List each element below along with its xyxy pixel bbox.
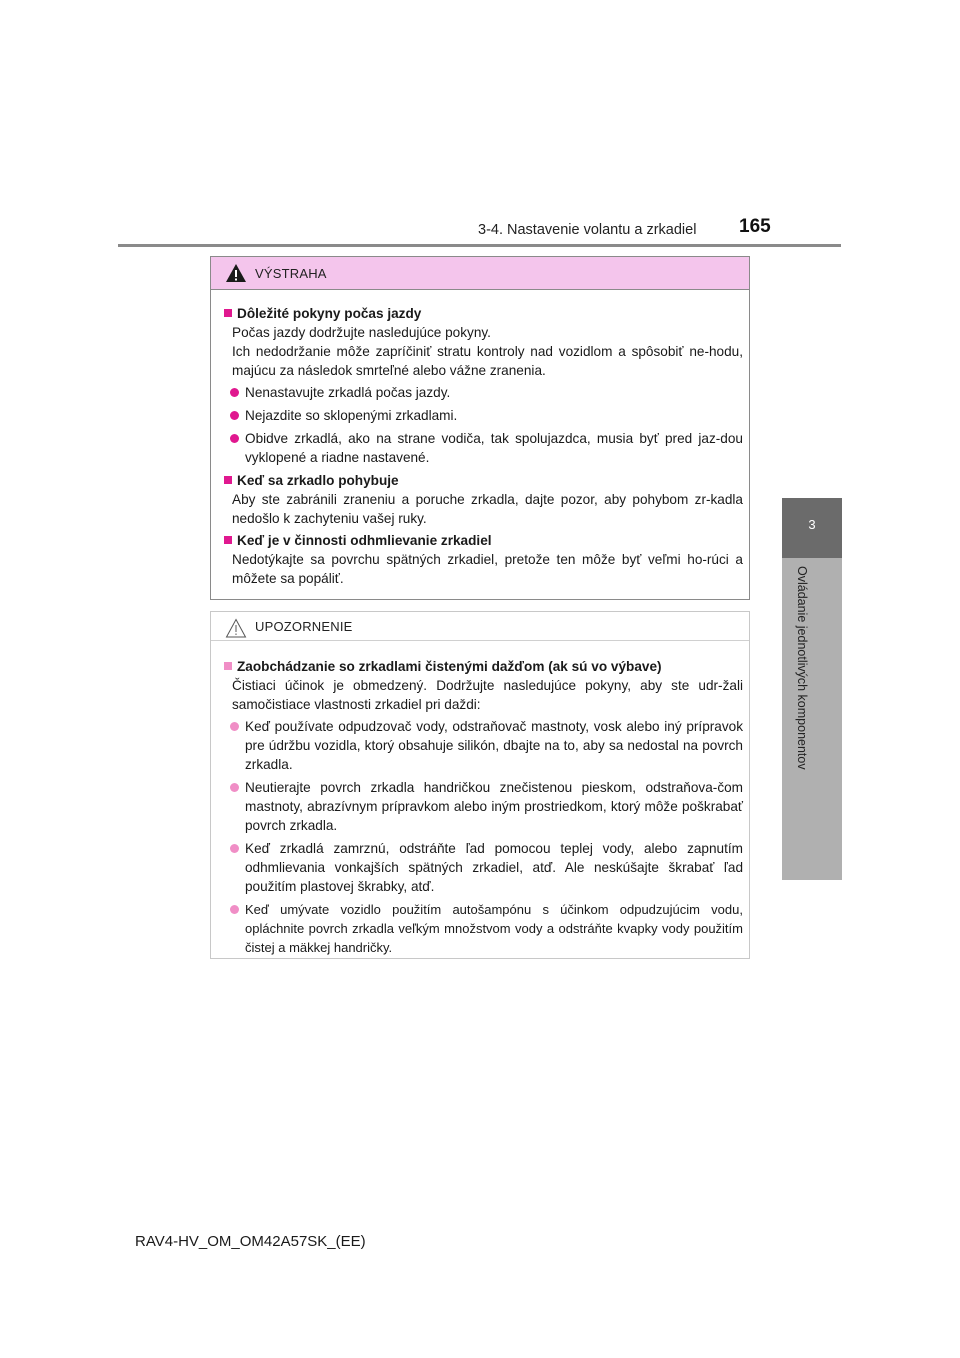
list-item <box>224 778 743 835</box>
list-item <box>224 406 743 425</box>
paragraph-intro: Počas jazdy dodržujte nasledujúce pokyny. <box>232 325 491 340</box>
list-item <box>224 429 743 467</box>
warning-box <box>210 256 750 600</box>
paragraph: Čistiaci účinok je obmedzený. Dodržujte nasledujúce pokyny, aby ste udr-žali samočistiace vlastnosti zrkadiel pri daždi: <box>232 678 743 712</box>
notice-title: UPOZORNENIE <box>255 619 353 634</box>
round-bullet-icon <box>230 434 239 443</box>
paragraph: Nedotýkajte sa povrchu spätných zrkadiel, pretože ten môže byť veľmi ho-rúci a môžete sa popáliť. <box>232 552 743 586</box>
round-bullet-icon <box>230 905 239 914</box>
page-number: 165 <box>739 216 771 237</box>
topic-title: Keď je v činnosti odhmlievanie zrkadiel <box>237 533 492 548</box>
list-item <box>224 383 743 402</box>
list-item <box>224 717 743 774</box>
warning-header <box>211 257 749 290</box>
document-code: RAV4-HV_OM_OM42A57SK_(EE) <box>135 1233 366 1250</box>
list-item-text: Keď zrkadlá zamrznú, odstráňte ľad pomocou teplej vody, alebo zapnutím odhmlievania vonkajších spätných zrkadiel, atď. Ale neskúšajte škrabať ľad použitím plastovej škrabky, atď. <box>245 841 743 894</box>
list-item-text: Nejazdite so sklopenými zrkadlami. <box>245 408 458 423</box>
topic-title: Zaobchádzanie so zrkadlami čistenými dažďom (ak sú vo výbave) <box>237 659 662 674</box>
round-bullet-icon <box>230 844 239 853</box>
caution-triangle-icon <box>225 618 247 638</box>
square-bullet-icon <box>224 662 232 670</box>
warning-body <box>211 290 749 588</box>
section-title: 3-4. Nastavenie volantu a zrkadiel <box>478 222 697 238</box>
notice-body <box>211 641 749 957</box>
notice-topic-rain-mirrors <box>224 657 743 676</box>
square-bullet-icon <box>224 476 232 484</box>
chapter-tab-bar <box>782 558 842 880</box>
square-bullet-icon <box>224 309 232 317</box>
notice-header <box>211 612 749 641</box>
chapter-label: Ovládanie jednotlivých komponentov <box>795 566 809 770</box>
round-bullet-icon <box>230 411 239 420</box>
notice-box <box>210 611 750 959</box>
warning-title: VÝSTRAHA <box>255 266 327 281</box>
warning-topic-defogger <box>224 531 743 550</box>
list-item <box>224 839 743 896</box>
chapter-number: 3 <box>808 517 816 532</box>
list-item-text: Nenastavujte zrkadlá počas jazdy. <box>245 385 451 400</box>
paragraph <box>224 323 743 380</box>
topic-title: Keď sa zrkadlo pohybuje <box>237 473 399 488</box>
warning-topic-driving <box>224 304 743 323</box>
chapter-tab[interactable] <box>782 498 842 558</box>
list-item-text: Keď umývate vozidlo použitím autošampónu s účinkom odpudzujúcim vodu, opláchnite povrch zrkadla veľkým množstvom vody a odstráňte kvapky vody použitím čistej a mäkkej handričky. <box>245 902 743 955</box>
paragraph-text: Ich nedodržanie môže zapríčiniť stratu kontroly nad vozidlom a spôsobiť ne-hodu, majúcu za následok smrteľné alebo vážne zranenia. <box>232 344 743 378</box>
list-item <box>224 900 743 957</box>
paragraph: Aby ste zabránili zraneniu a poruche zrkadla, dajte pozor, aby pohybom zr-kadla nedošlo k zachyteniu vašej ruky. <box>232 492 743 526</box>
round-bullet-icon <box>230 388 239 397</box>
round-bullet-icon <box>230 783 239 792</box>
list-item-text: Obidve zrkadlá, ako na strane vodiča, tak spolujazdca, musia byť pred jaz-dou vyklopené a riadne nastavené. <box>245 431 743 465</box>
header-divider <box>118 244 841 247</box>
round-bullet-icon <box>230 722 239 731</box>
square-bullet-icon <box>224 536 232 544</box>
topic-title: Dôležité pokyny počas jazdy <box>237 306 422 321</box>
warning-topic-mirror-moving <box>224 471 743 490</box>
list-item-text: Keď používate odpudzovač vody, odstraňovač mastnoty, vosk alebo iný prípravok pre údržbu vozidla, ktorý obsahuje silikón, dbajte na to, aby sa nedostal na povrch zrkadla. <box>245 719 743 772</box>
list-item-text: Neutierajte povrch zrkadla handričkou znečistenou pieskom, odstraňova-čom mastnoty, abrazívnym prípravkom alebo iným prostriedkom, ktorý môže poškrabať povrch zrkadla. <box>245 780 743 833</box>
warning-triangle-icon <box>225 263 247 283</box>
